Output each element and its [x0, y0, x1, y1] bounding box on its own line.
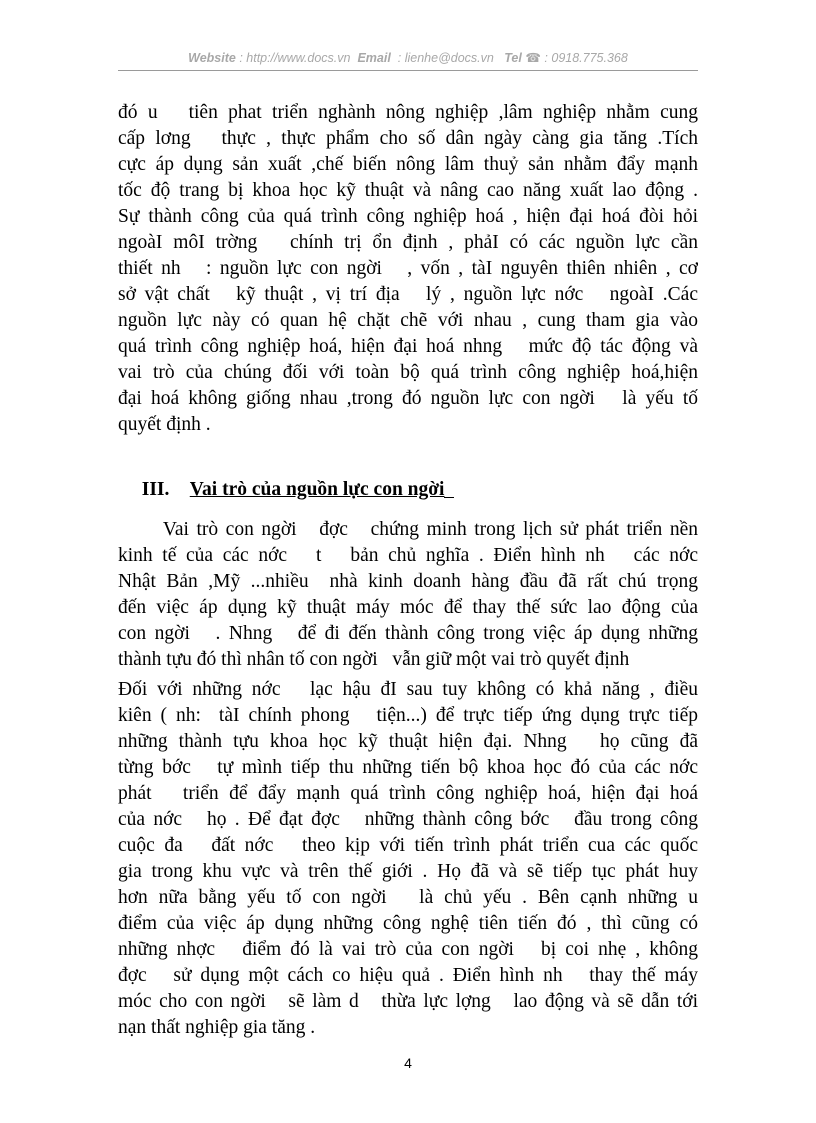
text-line: sở vật chất kỹ thuật , vị trí địa lý , nguồn lực nớc ngoàI .Các [118, 284, 698, 305]
text-line: gia trong khu vực và trên thế giới . Họ đã và sẽ tiếp tục phát huy [118, 861, 698, 882]
heading-underline-extension [444, 479, 454, 498]
section-heading [132, 457, 454, 501]
tel-label: Tel [504, 51, 522, 65]
text-line: đó u tiên phat triển nghành nông nghiệp ,lâm nghiệp nhằm cung [118, 102, 698, 123]
text-line: vai trò của chúng đối với toàn bộ quá trình công nghiệp hoá,hiện [118, 362, 698, 383]
text-line: móc cho con ngời sẽ làm d thừa lực lợng lao động và sẽ dẫn tới [118, 991, 698, 1012]
text-line: Vai trò con ngời đợc chứng minh trong lịch sử phát triển nền [118, 519, 698, 540]
text-line: kinh tế của các nớc t bản chủ nghĩa . Điển hình nh các nớc [118, 545, 698, 566]
text-line: đại hoá không giống nhau ,trong đó nguồn lực con ngời là yếu tố [118, 388, 698, 409]
text-line: đợc sử dụng một cách co hiệu quả . Điển hình nh thay thế máy [118, 965, 698, 986]
page-number: 4 [404, 1055, 412, 1071]
text-line: từng bớc tự mình tiếp thu những tiến bộ khoa học đó của các nớc [118, 757, 698, 778]
text-line: quyết định . [118, 414, 211, 435]
text-line: của nớc họ . Để đạt đợc những thành công bớc đầu trong công [118, 809, 698, 830]
website-url[interactable]: : http://www.docs.vn [239, 51, 351, 65]
paragraph-1 [118, 100, 698, 438]
text-line: những nhợc điểm đó là vai trò của con ngời bị coi nhẹ , không [118, 939, 698, 960]
text-line: Nhật Bản ,Mỹ ...nhiều nhà kinh doanh hàng đầu đã rất chú trọng [118, 571, 698, 592]
text-line: quá trình công nghiệp hoá, hiện đại hoá nhng mức độ tác động và [118, 336, 698, 357]
text-line: tốc độ trang bị khoa học kỹ thuật và nâng cao năng xuất lao động . [118, 180, 698, 201]
email-address[interactable]: : lienhe@docs.vn [397, 51, 494, 65]
tel-number: : 0918.775.368 [544, 51, 628, 65]
text-line: thiết nh : nguồn lực con ngời , vốn , tàI nguyên thiên nhiên , cơ [118, 258, 698, 279]
text-line: đến việc áp dụng kỹ thuật máy móc để thay thế sức lao động của [118, 597, 698, 618]
text-line: điểm của việc áp dụng những công nghệ tiên tiến đó , thì cũng có [118, 913, 698, 934]
section-title: Vai trò của nguồn lực con ngời [189, 479, 445, 500]
text-line: cấp lơng thực , thực phẩm cho số dân ngày càng gia tăng .Tích [118, 128, 698, 149]
section-number: III. [141, 479, 170, 500]
email-label: Email [357, 51, 391, 65]
text-line: ngoàI môI trờng chính trị ổn định , phảI có các nguồn lực cần [118, 232, 698, 253]
paragraph-2 [118, 517, 698, 673]
text-line: những thành tựu khoa học kỹ thuật hiện đại. Nhng họ cũng đã [118, 731, 698, 752]
text-line: thành tựu đó thì nhân tố con ngời vẫn giữ một vai trò quyết định [118, 649, 630, 670]
header-divider [118, 70, 698, 71]
phone-icon: ☎ [525, 51, 541, 65]
text-line: hơn nữa bằng yếu tố con ngời là chủ yếu . Bên cạnh những u [118, 887, 698, 908]
text-line: Đối với những nớc lạc hậu đI sau tuy không có khả năng , điều [118, 679, 698, 700]
text-line: nguồn lực này có quan hệ chặt chẽ với nhau , cung tham gia vào [118, 310, 698, 331]
page-header [118, 50, 698, 65]
text-line: phát triển để đẩy mạnh quá trình công nghiệp hoá, hiện đại hoá [118, 783, 698, 804]
text-line: con ngời . Nhng để đi đến thành công trong việc áp dụng những [118, 623, 698, 644]
paragraph-3 [118, 677, 698, 1041]
text-line: kiên ( nh: tàI chính phong tiện...) để trực tiếp ứng dụng trực tiếp [118, 705, 698, 726]
text-line: cực áp dụng sản xuất ,chế biến nông lâm thuỷ sản nhằm đẩy mạnh [118, 154, 698, 175]
text-line: cuộc đa đất nớc theo kịp với tiến trình phát triển cua các quốc [118, 835, 698, 856]
text-line: Sự thành công của quá trình công nghiệp hoá , hiện đại hoá đòi hỏi [118, 206, 698, 227]
website-label: Website [188, 51, 236, 65]
text-line: nạn thất nghiệp gia tăng . [118, 1017, 316, 1038]
